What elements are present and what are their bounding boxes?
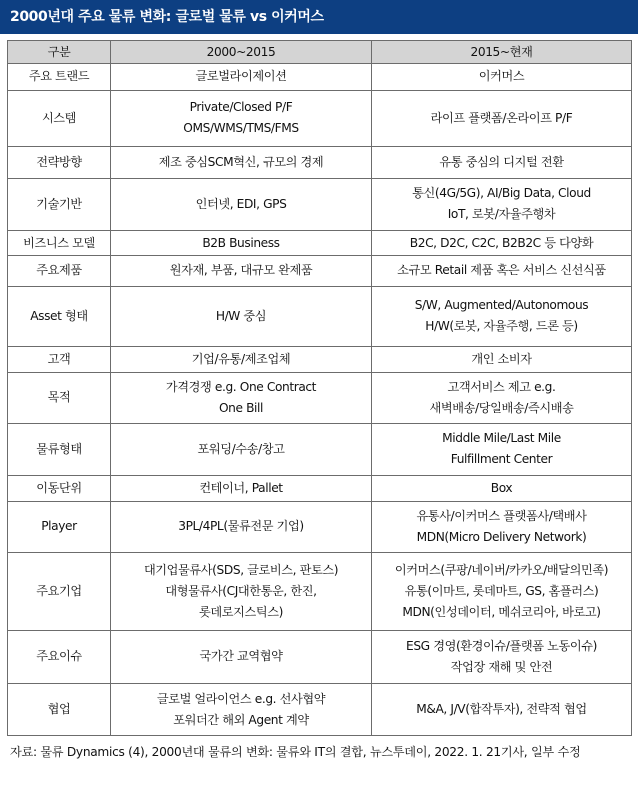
table-row: [8, 553, 632, 630]
cell-line: 소규모 Retail 제품 혹은 서비스 신선식품: [397, 263, 606, 278]
row-label: 물류형태: [8, 424, 111, 476]
cell-2000-2015: [111, 230, 372, 256]
cell-line: B2B Business: [202, 235, 280, 250]
row-label: 주요기업: [8, 553, 111, 630]
cell-line: Fulfillment Center: [450, 452, 553, 467]
cell-line: 유통사/이커머스 플랫폼사/택배사: [416, 508, 587, 523]
page-title: 2000년대 주요 물류 변화: 글로벌 물류 vs 이커머스: [0, 0, 638, 34]
cell-line: 국가간 교역협약: [199, 649, 283, 664]
row-label: 전략방향: [8, 146, 111, 178]
cell-2015-present: [372, 64, 632, 91]
cell-2000-2015: [111, 179, 372, 231]
cell-2015-present: [372, 684, 632, 736]
source-note: 자료: 물류 Dynamics (4), 2000년대 물류의 변화: 물류와 IT의 결합, 뉴스투데이, 2022. 1. 21기사, 일부 수정: [10, 745, 581, 759]
row-label: 기술기반: [8, 179, 111, 231]
table-row: [8, 90, 632, 146]
cell-2015-present: [372, 424, 632, 476]
cell-line: B2C, D2C, C2C, B2B2C 등 다양화: [409, 235, 594, 250]
cell-line: 고객서비스 제고 e.g.: [447, 379, 556, 394]
cell-line: H/W(로봇, 자율주행, 드론 등): [425, 319, 578, 334]
cell-line: 롯데로지스틱스): [199, 604, 283, 619]
row-label: 고객: [8, 346, 111, 372]
cell-2000-2015: [111, 424, 372, 476]
cell-2015-present: [372, 90, 632, 146]
cell-line: 개인 소비자: [471, 351, 532, 366]
row-label: 주요제품: [8, 256, 111, 286]
cell-line: S/W, Augmented/Autonomous: [414, 298, 589, 313]
cell-line: H/W 중심: [215, 308, 267, 323]
table-row: [8, 146, 632, 178]
cell-line: M&A, J/V(합작투자), 전략적 협업: [416, 702, 587, 717]
header-category: 구분: [8, 41, 111, 64]
cell-line: 컨테이너, Pallet: [199, 480, 283, 495]
cell-2015-present: [372, 346, 632, 372]
table-row: [8, 630, 632, 684]
cell-line: 대형물류사(CJ대한통운, 한진,: [165, 583, 317, 598]
cell-line: 이커머스: [478, 69, 525, 84]
cell-line: MDN(Micro Delivery Network): [416, 529, 587, 544]
table-row: [8, 64, 632, 91]
table-row: [8, 424, 632, 476]
cell-line: 유통 중심의 디지털 전환: [439, 154, 564, 169]
cell-2015-present: [372, 256, 632, 286]
cell-2015-present: [372, 179, 632, 231]
cell-line: 원자재, 부품, 대규모 완제품: [169, 263, 313, 278]
cell-line: 대기업물류사(SDS, 글로비스, 판토스): [143, 562, 339, 577]
cell-line: 제조 중심SCM혁신, 규모의 경제: [158, 154, 324, 169]
table-row: [8, 230, 632, 256]
cell-line: 유통(이마트, 롯데마트, GS, 홈플러스): [404, 583, 599, 598]
cell-line: 통신(4G/5G), AI/Big Data, Cloud: [412, 186, 591, 201]
row-label: Player: [8, 501, 111, 553]
cell-line: 작업장 재해 및 안전: [450, 659, 553, 674]
row-label: 목적: [8, 372, 111, 424]
header-period-2015-present: 2015~현재: [372, 41, 632, 64]
cell-2000-2015: [111, 286, 372, 346]
row-label: Asset 형태: [8, 286, 111, 346]
comparison-table: [7, 40, 632, 736]
cell-2000-2015: [111, 346, 372, 372]
cell-2000-2015: [111, 90, 372, 146]
cell-2015-present: [372, 501, 632, 553]
cell-line: 글로벌 얼라이언스 e.g. 선사협약: [156, 691, 326, 706]
header-period-2000-2015: 2000~2015: [111, 41, 372, 64]
cell-line: 이커머스(쿠팡/네이버/카카오/배달의민족): [394, 562, 609, 577]
cell-2015-present: [372, 146, 632, 178]
row-label: 시스템: [8, 90, 111, 146]
table-row: [8, 286, 632, 346]
cell-line: 포워딩/수송/창고: [197, 441, 285, 456]
table-row: [8, 346, 632, 372]
table-row: [8, 501, 632, 553]
cell-2015-present: [372, 286, 632, 346]
cell-2000-2015: [111, 64, 372, 91]
cell-2000-2015: [111, 630, 372, 684]
table-row: [8, 372, 632, 424]
cell-2015-present: [372, 553, 632, 630]
cell-line: Middle Mile/Last Mile: [442, 431, 561, 446]
cell-line: IoT, 로봇/자율주행차: [447, 207, 556, 222]
cell-line: 새벽배송/당일배송/즉시배송: [429, 400, 574, 415]
cell-line: 3PL/4PL(물류전문 기업): [178, 519, 304, 534]
table-row: [8, 256, 632, 286]
cell-line: 가격경쟁 e.g. One Contract: [165, 379, 317, 394]
cell-2000-2015: [111, 553, 372, 630]
table-row: [8, 179, 632, 231]
cell-2015-present: [372, 372, 632, 424]
cell-line: One Bill: [218, 400, 263, 415]
cell-line: 포워더간 해외 Agent 계약: [173, 712, 309, 727]
cell-2015-present: [372, 230, 632, 256]
cell-line: 기업/유통/제조업체: [191, 351, 291, 366]
table-row: [8, 684, 632, 736]
row-label: 이동단위: [8, 475, 111, 501]
cell-2000-2015: [111, 372, 372, 424]
cell-line: MDN(인성데이터, 메쉬코리아, 바로고): [402, 604, 601, 619]
cell-2000-2015: [111, 146, 372, 178]
cell-2000-2015: [111, 475, 372, 501]
cell-2000-2015: [111, 256, 372, 286]
cell-2000-2015: [111, 501, 372, 553]
cell-2000-2015: [111, 684, 372, 736]
row-label: 비즈니스 모델: [8, 230, 111, 256]
cell-line: Private/Closed P/F: [189, 100, 293, 115]
row-label: 협업: [8, 684, 111, 736]
table-row: [8, 475, 632, 501]
cell-line: 글로벌라이제이션: [195, 69, 287, 84]
row-label: 주요 트랜드: [8, 64, 111, 91]
cell-line: 라이프 플랫폼/온라이프 P/F: [430, 110, 573, 125]
cell-2015-present: [372, 630, 632, 684]
cell-line: ESG 경영(환경이슈/플랫폼 노동이슈): [406, 638, 597, 653]
cell-line: Box: [490, 480, 513, 495]
header-row: [8, 41, 632, 64]
cell-line: 인터넷, EDI, GPS: [195, 196, 287, 211]
row-label: 주요이슈: [8, 630, 111, 684]
cell-2015-present: [372, 475, 632, 501]
cell-line: OMS/WMS/TMS/FMS: [183, 121, 299, 136]
